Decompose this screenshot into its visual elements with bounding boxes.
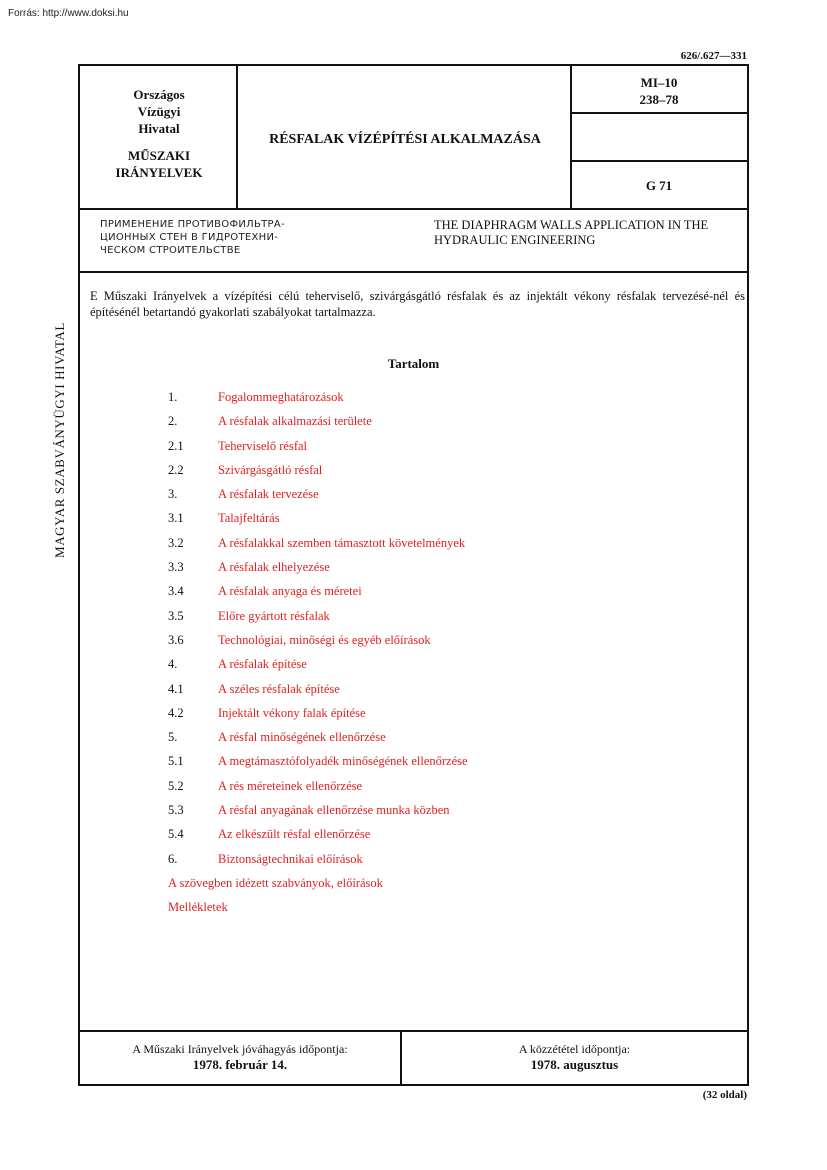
toc-item-link[interactable]: A résfal anyagának ellenőrzése munka közben bbox=[218, 803, 450, 818]
toc-item-number: 4.1 bbox=[168, 681, 184, 696]
toc-item-link[interactable]: A résfal minőségének ellenőrzése bbox=[218, 730, 386, 745]
approval-date: 1978. február 14. bbox=[192, 1057, 288, 1072]
code-divider-1 bbox=[570, 112, 747, 114]
toc-item-link[interactable]: A résfalak alkalmazási területe bbox=[218, 414, 372, 429]
toc-item-number: 3.2 bbox=[168, 535, 184, 550]
toc-item[interactable] bbox=[168, 876, 728, 900]
source-note: Forrás: http://www.doksi.hu bbox=[8, 8, 129, 19]
toc-item-link[interactable]: Biztonságtechnikai előírások bbox=[218, 851, 363, 866]
toc-item[interactable] bbox=[168, 633, 728, 657]
table-of-contents bbox=[168, 390, 728, 925]
toc-item-link[interactable]: Az elkészült résfal ellenőrzése bbox=[218, 827, 371, 842]
toc-item-link[interactable]: A rés méreteinek ellenőrzése bbox=[218, 778, 363, 793]
approval-label: A Műszaki Irányelvek jóváhagyás időpontja: bbox=[132, 1042, 348, 1056]
russian-title bbox=[100, 218, 380, 257]
publish-block bbox=[402, 1042, 747, 1072]
toc-item[interactable] bbox=[168, 827, 728, 851]
doc-type-line-2: IRÁNYELVEK bbox=[115, 165, 203, 180]
toc-item-number: 3. bbox=[168, 487, 178, 502]
standard-code-line-2: 238–78 bbox=[639, 92, 679, 107]
toc-item-link[interactable]: Teherviselő résfal bbox=[218, 438, 308, 453]
code-divider-2 bbox=[570, 160, 747, 162]
toc-item[interactable] bbox=[168, 706, 728, 730]
doc-type-line-1: MŰSZAKI bbox=[127, 148, 191, 163]
toc-item-number: 2. bbox=[168, 414, 178, 429]
russian-title-line-2: ЦИОННЫХ СТЕН В ГИДРОТЕХНИ- bbox=[100, 232, 279, 243]
translation-divider bbox=[80, 271, 747, 273]
page-count: (32 oldal) bbox=[702, 1089, 747, 1101]
russian-title-line-3: ЧЕСКОМ СТРОИТЕЛЬСТВЕ bbox=[100, 245, 241, 256]
toc-item[interactable] bbox=[168, 463, 728, 487]
toc-item[interactable] bbox=[168, 900, 728, 924]
toc-item[interactable] bbox=[168, 852, 728, 876]
issuer-line-1: Országos bbox=[133, 87, 185, 102]
toc-item-link[interactable]: Mellékletek bbox=[168, 900, 228, 915]
standard-code-line-1: MI–10 bbox=[640, 75, 678, 90]
toc-item[interactable] bbox=[168, 560, 728, 584]
toc-item-link[interactable]: Előre gyártott résfalak bbox=[218, 608, 330, 623]
toc-item-number: 5.4 bbox=[168, 827, 184, 842]
toc-item-link[interactable]: Talajfeltárás bbox=[218, 511, 280, 526]
toc-item-link[interactable]: A széles résfalak építése bbox=[218, 681, 340, 696]
document-frame bbox=[78, 64, 749, 1086]
toc-item[interactable] bbox=[168, 536, 728, 560]
toc-item-link[interactable]: A résfalakkal szemben támasztott követelmények bbox=[218, 535, 466, 550]
toc-item-number: 3.3 bbox=[168, 560, 184, 575]
toc-item[interactable] bbox=[168, 487, 728, 511]
issuer-line-3: Hivatal bbox=[138, 121, 180, 136]
toc-item[interactable] bbox=[168, 803, 728, 827]
intro-paragraph: E Műszaki Irányelvek a vízépítési célú teherviselő, szivárgásgátló résfalak és az injektált vékony résfalak tervezésé-nél és építésénél betartandó gyakorlati szabályokat tartalmazza. bbox=[90, 289, 745, 319]
toc-item-link[interactable]: A résfalak elhelyezése bbox=[218, 560, 330, 575]
toc-item[interactable] bbox=[168, 779, 728, 803]
toc-item[interactable] bbox=[168, 730, 728, 754]
toc-item-number: 3.6 bbox=[168, 632, 184, 647]
toc-item[interactable] bbox=[168, 682, 728, 706]
publish-date: 1978. augusztus bbox=[530, 1057, 619, 1072]
toc-item[interactable] bbox=[168, 511, 728, 535]
toc-item-link[interactable]: Injektált vékony falak építése bbox=[218, 705, 366, 720]
toc-item[interactable] bbox=[168, 657, 728, 681]
publish-label: A közzététel időpontja: bbox=[518, 1042, 631, 1056]
toc-item-number: 4. bbox=[168, 657, 178, 672]
toc-item[interactable] bbox=[168, 414, 728, 438]
toc-item-link[interactable]: Technológiai, minőségi és egyéb előírások bbox=[218, 632, 431, 647]
document-title: RÉSFALAK VÍZÉPÍTÉSI ALKALMAZÁSA bbox=[269, 132, 541, 147]
toc-item-link[interactable]: Szivárgásgátló résfal bbox=[218, 462, 323, 477]
toc-item-link[interactable]: Fogalommeghatározások bbox=[218, 390, 344, 404]
toc-item-number: 3.1 bbox=[168, 511, 184, 526]
toc-item[interactable] bbox=[168, 390, 728, 414]
issuer-line-2: Vízügyi bbox=[137, 104, 181, 119]
toc-item-number: 1. bbox=[168, 390, 178, 404]
toc-item-number: 3.4 bbox=[168, 584, 184, 599]
footer-divider bbox=[80, 1030, 747, 1032]
toc-item-number: 4.2 bbox=[168, 705, 184, 720]
toc-item-number: 5.3 bbox=[168, 803, 184, 818]
toc-item-number: 5. bbox=[168, 730, 178, 745]
approval-block bbox=[80, 1042, 400, 1072]
toc-item-number: 6. bbox=[168, 851, 178, 866]
russian-title-line-1: ПРИМЕНЕНИЕ ПРОТИВОФИЛЬТРА- bbox=[100, 219, 285, 230]
side-vertical-text: MAGYAR SZABVÁNYÜGYI HIVATAL bbox=[52, 322, 67, 558]
toc-heading: Tartalom bbox=[387, 356, 440, 371]
issuer-block bbox=[80, 86, 238, 181]
standard-code bbox=[571, 74, 747, 108]
toc-item[interactable] bbox=[168, 754, 728, 778]
toc-item-number: 5.1 bbox=[168, 754, 184, 769]
group-code: G 71 bbox=[645, 178, 673, 193]
toc-item[interactable] bbox=[168, 609, 728, 633]
toc-item-link[interactable]: A résfalak tervezése bbox=[218, 487, 319, 502]
toc-item-number: 3.5 bbox=[168, 608, 184, 623]
udc-code: 626/.627—331 bbox=[680, 50, 747, 62]
toc-item-link[interactable]: A megtámasztófolyadék minőségének ellenőrzése bbox=[218, 754, 468, 769]
english-title: THE DIAPHRAGM WALLS APPLICATION IN THE HYDRAULIC ENGINEERING bbox=[434, 218, 709, 247]
toc-item-number: 5.2 bbox=[168, 778, 184, 793]
toc-item-link[interactable]: A résfalak építése bbox=[218, 657, 307, 672]
toc-item-number: 2.1 bbox=[168, 438, 184, 453]
toc-item-number: 2.2 bbox=[168, 462, 184, 477]
toc-item[interactable] bbox=[168, 439, 728, 463]
toc-item-link[interactable]: A szövegben idézett szabványok, előírások bbox=[168, 875, 383, 890]
toc-item[interactable] bbox=[168, 584, 728, 608]
toc-item-link[interactable]: A résfalak anyaga és méretei bbox=[218, 584, 362, 599]
header-divider bbox=[80, 208, 747, 210]
